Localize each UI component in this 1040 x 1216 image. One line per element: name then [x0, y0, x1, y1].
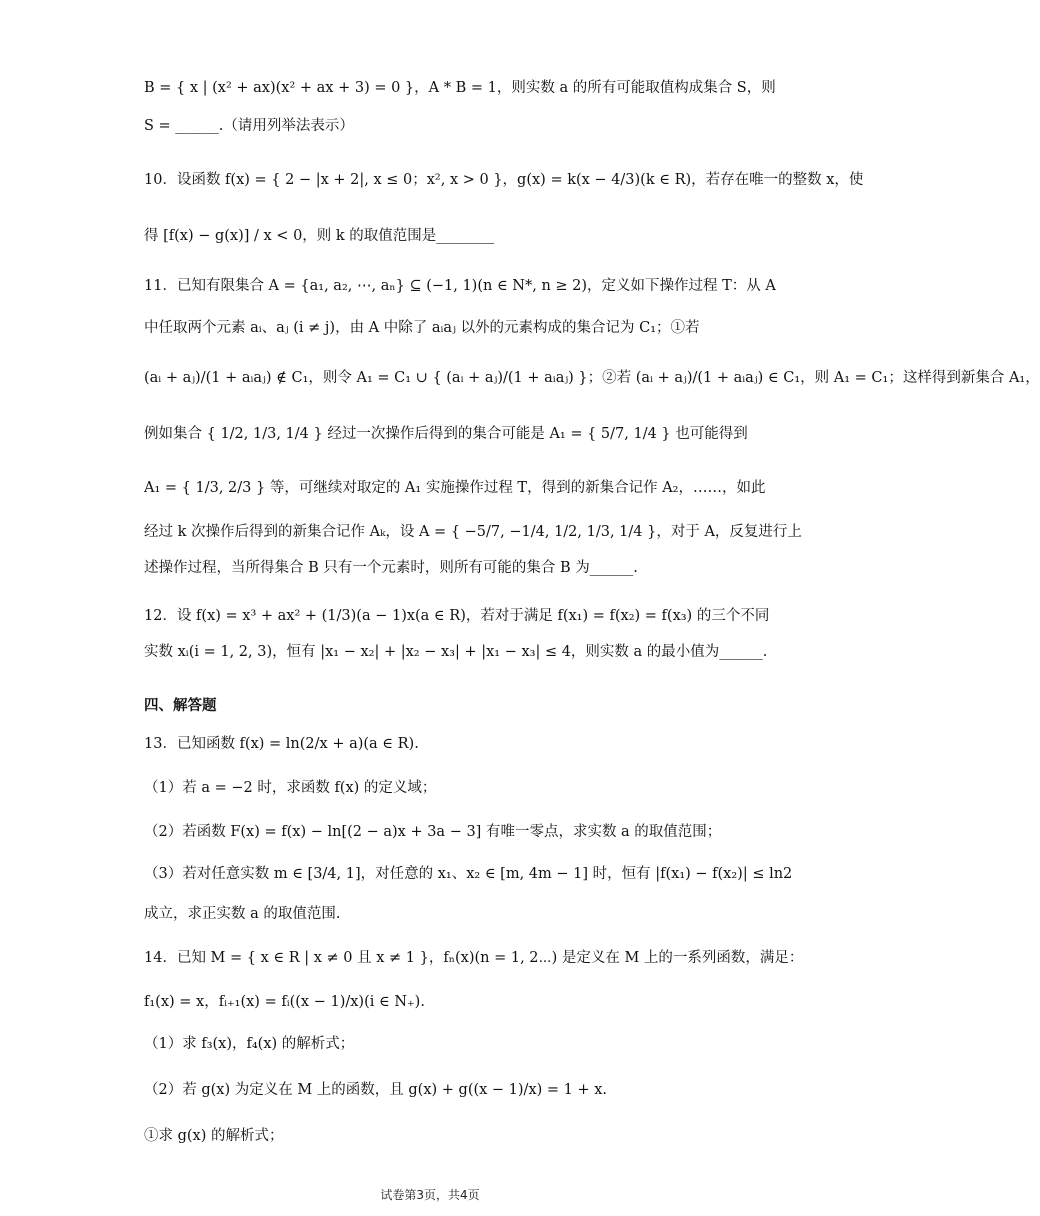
q10-line-1: 10．设函数 f(x) = { 2 − |x + 2|, x ≤ 0；x², x > 0 }，g(x) = k(x − 4/3)(k ∈ R)，若存在唯一的整数 x，使: [144, 172, 864, 188]
q11-line-1: 11．已知有限集合 A = {a₁, a₂, ⋯, aₙ} ⊆ (−1, 1)(n ∈ N*, n ≥ 2)，定义如下操作过程 T：从 A: [144, 278, 776, 294]
q13-part-2: （2）若函数 F(x) = f(x) − ln[(2 − a)x + 3a − 3] 有唯一零点，求实数 a 的取值范围；: [144, 824, 722, 840]
q12-line-2: 实数 xᵢ(i = 1, 2, 3)，恒有 |x₁ − x₂| + |x₂ − x₃| + |x₁ − x₃| ≤ 4，则实数 a 的最小值为______.: [144, 644, 768, 660]
section-heading: 四、解答题: [144, 698, 217, 714]
q14-part-1: （1）求 f₃(x)，f₄(x) 的解析式；: [144, 1036, 355, 1052]
q14-stem: 14．已知 M = { x ∈ R | x ≠ 0 且 x ≠ 1 }，fₙ(x)(n = 1, 2⋯) 是定义在 M 上的一系列函数，满足：: [144, 950, 804, 966]
q13-part-3-cont: 成立，求正实数 a 的取值范围.: [144, 906, 341, 922]
q9-set-b-line: B = { x | (x² + ax)(x² + ax + 3) = 0 }，A * B = 1，则实数 a 的所有可能取值构成集合 S，则: [144, 80, 776, 96]
q13-stem: 13．已知函数 f(x) = ln(2/x + a)(a ∈ R).: [144, 736, 419, 752]
q11-line-3: (aᵢ + aⱼ)/(1 + aᵢaⱼ) ∉ C₁，则令 A₁ = C₁ ∪ { (aᵢ + aⱼ)/(1 + aᵢaⱼ) }；②若 (aᵢ + aⱼ)/(1 + aᵢaⱼ) ∈ C₁，则 A₁ = C₁；这样得到新集合 A₁，: [144, 370, 1040, 386]
q11-line-2: 中任取两个元素 aᵢ、aⱼ (i ≠ j)，由 A 中除了 aᵢaⱼ 以外的元素构成的集合记为 C₁；①若: [144, 320, 700, 336]
q11-line-6: 经过 k 次操作后得到的新集合记作 Aₖ，设 A = { −5/7, −1/4, 1/2, 1/3, 1/4 }，对于 A，反复进行上: [144, 524, 802, 540]
q11-line-5: A₁ = { 1/3, 2/3 } 等，可继续对取定的 A₁ 实施操作过程 T，得到的新集合记作 A₂，……，如此: [144, 480, 766, 496]
q9-answer-line: S = ______.（请用列举法表示）: [144, 118, 354, 134]
q13-part-1: （1）若 a = −2 时，求函数 f(x) 的定义域；: [144, 780, 437, 796]
q12-line-1: 12．设 f(x) = x³ + ax² + (1/3)(a − 1)x(a ∈ R)，若对于满足 f(x₁) = f(x₂) = f(x₃) 的三个不同: [144, 608, 770, 624]
q11-line-4: 例如集合 { 1/2, 1/3, 1/4 } 经过一次操作后得到的集合可能是 A₁ = { 5/7, 1/4 } 也可能得到: [144, 426, 748, 442]
q14-part-2: （2）若 g(x) 为定义在 M 上的函数，且 g(x) + g((x − 1)/x) = 1 + x.: [144, 1082, 608, 1098]
q13-part-3: （3）若对任意实数 m ∈ [3/4, 1]，对任意的 x₁、x₂ ∈ [m, 4m − 1] 时，恒有 |f(x₁) − f(x₂)| ≤ ln2: [144, 866, 793, 882]
q10-line-2: 得 [f(x) − g(x)] / x < 0，则 k 的取值范围是________: [144, 228, 495, 244]
q11-line-7: 述操作过程，当所得集合 B 只有一个元素时，则所有可能的集合 B 为______.: [144, 560, 638, 576]
q14-definition: f₁(x) = x，fᵢ₊₁(x) = fᵢ((x − 1)/x)(i ∈ N₊).: [144, 994, 425, 1010]
q14-part-2-sub-1: ①求 g(x) 的解析式；: [144, 1128, 284, 1144]
page-footer: 试卷第3页，共4页: [380, 1188, 480, 1202]
